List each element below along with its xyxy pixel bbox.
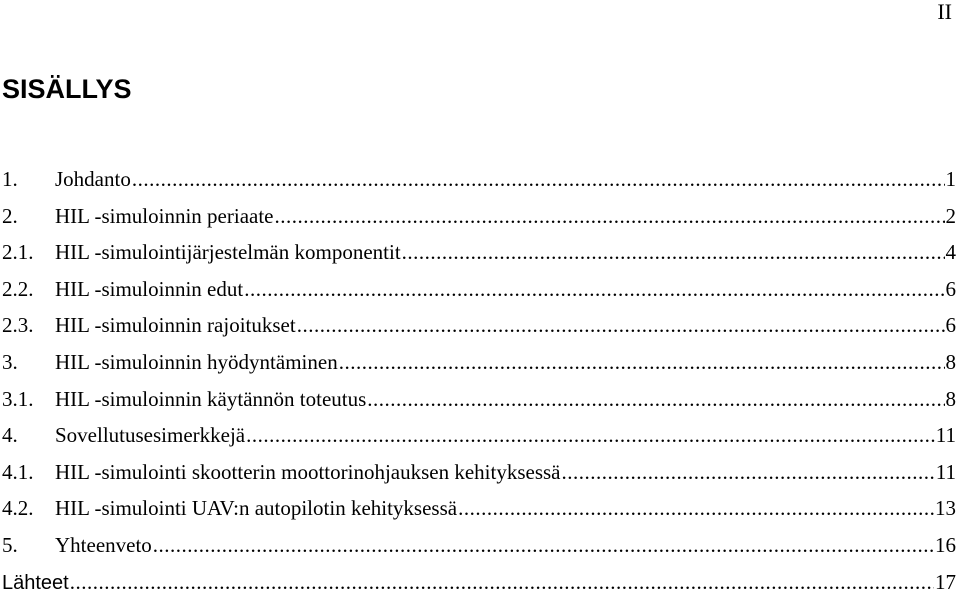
table-of-contents [2,161,956,600]
toc-entry-page: 16 [935,532,956,557]
toc-entry-number: 2.3. [2,313,34,338]
toc-entry-number: 4.2. [2,496,34,521]
dot-leader [70,564,934,600]
toc-entry-title: HIL -simuloinnin periaate [55,203,274,228]
toc-entry-number: 2.1. [2,240,34,265]
toc-entry-number: 4. [2,423,18,448]
toc-entry [2,381,956,418]
toc-entry [2,417,956,454]
toc-entry-page: 17 [935,569,956,594]
toc-entry [2,490,956,527]
toc-entry-title: HIL -simuloinnin käytännön toteutus [55,386,367,411]
dot-leader [297,307,945,343]
toc-entry-title: Yhteenveto [55,532,152,557]
toc-entry [2,344,956,381]
toc-entry [2,564,956,601]
toc-entry-page: 11 [935,423,956,448]
toc-entry-number: 2. [2,203,18,228]
toc-entry-title: HIL -simulointijärjestelmän komponentit [55,240,401,265]
toc-entry-page: 6 [945,313,956,338]
toc-entry [2,161,956,198]
toc-entry-title: Lähteet [2,571,69,594]
page-number: II [937,0,952,24]
toc-entry-title: HIL -simulointi skootterin moottorinohjauksen kehityksessä [55,459,561,484]
dot-leader [562,454,935,490]
dot-leader [153,527,934,563]
toc-entry-number: 4.1. [2,459,34,484]
dot-leader [458,490,934,526]
dot-leader [275,198,945,234]
toc-entry-number: 2.2. [2,276,34,301]
toc-entry-page: 13 [935,496,956,521]
toc-heading: SISÄLLYS [2,74,132,104]
toc-entry-title: HIL -simuloinnin rajoitukset [55,313,296,338]
toc-entry-number: 3. [2,349,18,374]
toc-entry [2,198,956,235]
toc-entry-page: 8 [945,386,956,411]
toc-entry-page: 4 [945,240,956,265]
dot-leader [402,234,945,270]
toc-entry-page: 6 [945,276,956,301]
toc-entry-page: 1 [945,167,956,191]
toc-entry-title: HIL -simuloinnin hyödyntäminen [55,349,338,374]
toc-entry-page: 8 [945,349,956,374]
toc-entry [2,271,956,308]
dot-leader [246,417,935,453]
toc-entry [2,454,956,491]
dot-leader [367,381,944,417]
toc-entry-number: 1. [2,167,18,191]
dot-leader [339,344,945,380]
toc-entry-page: 2 [945,203,956,228]
toc-entry-title: HIL -simulointi UAV:n autopilotin kehityksessä [55,496,458,521]
toc-entry-number: 5. [2,532,18,557]
toc-entry-title: Sovellutusesimerkkejä [55,423,246,448]
toc-entry [2,234,956,271]
toc-entry [2,527,956,564]
dot-leader [132,161,945,197]
toc-entry-title: Johdanto [55,167,131,191]
toc-entry [2,307,956,344]
toc-entry-number: 3.1. [2,386,34,411]
toc-entry-title: HIL -simuloinnin edut [55,276,244,301]
dot-leader [244,271,944,307]
toc-entry-page: 11 [935,459,956,484]
